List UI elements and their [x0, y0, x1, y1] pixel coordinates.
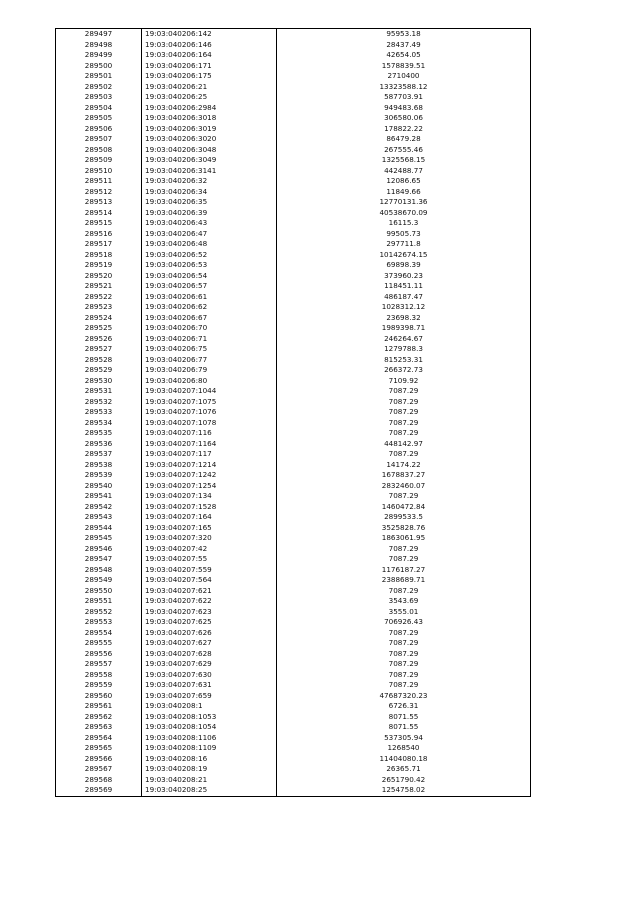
cadastral-value: 7087.29 — [277, 554, 531, 565]
cadastral-value: 246264.67 — [277, 334, 531, 345]
cadastral-number: 19:03:040207:116 — [142, 428, 277, 439]
cadastral-value: 7087.29 — [277, 544, 531, 555]
table-row — [56, 281, 531, 292]
cadastral-value: 7087.29 — [277, 397, 531, 408]
cadastral-number: 19:03:040206:3049 — [142, 155, 277, 166]
cadastral-number: 19:03:040206:3048 — [142, 145, 277, 156]
cadastral-value: 16115.3 — [277, 218, 531, 229]
row-number: 289497 — [56, 29, 142, 40]
table-row — [56, 376, 531, 387]
cadastral-number: 19:03:040207:320 — [142, 533, 277, 544]
row-number: 289541 — [56, 491, 142, 502]
cadastral-number: 19:03:040206:53 — [142, 260, 277, 271]
table-row — [56, 82, 531, 93]
cadastral-number: 19:03:040207:1254 — [142, 481, 277, 492]
cadastral-value: 2832460.07 — [277, 481, 531, 492]
table-row — [56, 292, 531, 303]
cadastral-number: 19:03:040206:146 — [142, 40, 277, 51]
cadastral-value: 1176187.27 — [277, 565, 531, 576]
table-row — [56, 302, 531, 313]
cadastral-number: 19:03:040206:35 — [142, 197, 277, 208]
cadastral-value: 1254758.02 — [277, 785, 531, 796]
cadastral-number: 19:03:040206:77 — [142, 355, 277, 366]
row-number: 289545 — [56, 533, 142, 544]
cadastral-number: 19:03:040207:134 — [142, 491, 277, 502]
cadastral-value: 13323588.12 — [277, 82, 531, 93]
cadastral-value: 1678837.27 — [277, 470, 531, 481]
row-number: 289567 — [56, 764, 142, 775]
table-row — [56, 250, 531, 261]
row-number: 289515 — [56, 218, 142, 229]
cadastral-value: 2388689.71 — [277, 575, 531, 586]
table-row — [56, 649, 531, 660]
cadastral-value: 1863061.95 — [277, 533, 531, 544]
cadastral-value: 8071.55 — [277, 712, 531, 723]
table-row — [56, 460, 531, 471]
table-row — [56, 607, 531, 618]
cadastral-number: 19:03:040206:171 — [142, 61, 277, 72]
row-number: 289517 — [56, 239, 142, 250]
cadastral-number: 19:03:040207:1242 — [142, 470, 277, 481]
cadastral-number: 19:03:040206:75 — [142, 344, 277, 355]
row-number: 289498 — [56, 40, 142, 51]
row-number: 289537 — [56, 449, 142, 460]
cadastral-number: 19:03:040208:19 — [142, 764, 277, 775]
row-number: 289559 — [56, 680, 142, 691]
table-row — [56, 481, 531, 492]
cadastral-number: 19:03:040207:559 — [142, 565, 277, 576]
row-number: 289539 — [56, 470, 142, 481]
cadastral-value: 7087.29 — [277, 418, 531, 429]
table-row — [56, 470, 531, 481]
cadastral-number: 19:03:040206:70 — [142, 323, 277, 334]
table-row — [56, 670, 531, 681]
row-number: 289502 — [56, 82, 142, 93]
cadastral-value: 7087.29 — [277, 680, 531, 691]
table-row — [56, 344, 531, 355]
cadastral-value: 7087.29 — [277, 386, 531, 397]
row-number: 289529 — [56, 365, 142, 376]
table-row — [56, 659, 531, 670]
row-number: 289528 — [56, 355, 142, 366]
table-row — [56, 502, 531, 513]
row-number: 289563 — [56, 722, 142, 733]
cadastral-value: 99505.73 — [277, 229, 531, 240]
cadastral-number: 19:03:040206:164 — [142, 50, 277, 61]
row-number: 289557 — [56, 659, 142, 670]
cadastral-number: 19:03:040207:630 — [142, 670, 277, 681]
cadastral-value: 14174.22 — [277, 460, 531, 471]
row-number: 289506 — [56, 124, 142, 135]
table-row — [56, 50, 531, 61]
row-number: 289520 — [56, 271, 142, 282]
cadastral-value: 949483.68 — [277, 103, 531, 114]
row-number: 289508 — [56, 145, 142, 156]
row-number: 289532 — [56, 397, 142, 408]
cadastral-value: 706926.43 — [277, 617, 531, 628]
row-number: 289514 — [56, 208, 142, 219]
row-number: 289560 — [56, 691, 142, 702]
row-number: 289499 — [56, 50, 142, 61]
row-number: 289554 — [56, 628, 142, 639]
row-number: 289535 — [56, 428, 142, 439]
cadastral-value: 118451.11 — [277, 281, 531, 292]
row-number: 289501 — [56, 71, 142, 82]
cadastral-value: 1325568.15 — [277, 155, 531, 166]
cadastral-value: 1268540 — [277, 743, 531, 754]
table-row — [56, 491, 531, 502]
cadastral-number: 19:03:040206:175 — [142, 71, 277, 82]
row-number: 289507 — [56, 134, 142, 145]
table-row — [56, 586, 531, 597]
cadastral-number: 19:03:040206:21 — [142, 82, 277, 93]
cadastral-number: 19:03:040207:564 — [142, 575, 277, 586]
row-number: 289533 — [56, 407, 142, 418]
cadastral-value: 3555.01 — [277, 607, 531, 618]
row-number: 289518 — [56, 250, 142, 261]
table-row — [56, 218, 531, 229]
cadastral-number: 19:03:040206:80 — [142, 376, 277, 387]
table-row — [56, 407, 531, 418]
cadastral-value: 537305.94 — [277, 733, 531, 744]
cadastral-number: 19:03:040208:16 — [142, 754, 277, 765]
table-row — [56, 323, 531, 334]
table-row — [56, 428, 531, 439]
row-number: 289542 — [56, 502, 142, 513]
row-number: 289530 — [56, 376, 142, 387]
cadastral-number: 19:03:040207:1164 — [142, 439, 277, 450]
table-row — [56, 103, 531, 114]
cadastral-number: 19:03:040206:67 — [142, 313, 277, 324]
table-row — [56, 439, 531, 450]
table-row — [56, 260, 531, 271]
cadastral-value: 7087.29 — [277, 449, 531, 460]
row-number: 289561 — [56, 701, 142, 712]
cadastral-value: 8071.55 — [277, 722, 531, 733]
table-row — [56, 334, 531, 345]
row-number: 289548 — [56, 565, 142, 576]
table-row — [56, 208, 531, 219]
cadastral-value: 7087.29 — [277, 659, 531, 670]
table-row — [56, 775, 531, 786]
cadastral-number: 19:03:040208:1054 — [142, 722, 277, 733]
cadastral-number: 19:03:040206:79 — [142, 365, 277, 376]
cadastral-value: 7087.29 — [277, 649, 531, 660]
row-number: 289565 — [56, 743, 142, 754]
cadastral-value: 297711.8 — [277, 239, 531, 250]
row-number: 289503 — [56, 92, 142, 103]
cadastral-number: 19:03:040206:43 — [142, 218, 277, 229]
cadastral-value: 178822.22 — [277, 124, 531, 135]
table-row — [56, 355, 531, 366]
cadastral-number: 19:03:040207:621 — [142, 586, 277, 597]
cadastral-number: 19:03:040207:117 — [142, 449, 277, 460]
table-row — [56, 313, 531, 324]
cadastral-value: 10142674.15 — [277, 250, 531, 261]
table-row — [56, 40, 531, 51]
row-number: 289510 — [56, 166, 142, 177]
row-number: 289549 — [56, 575, 142, 586]
table-row — [56, 449, 531, 460]
cadastral-number: 19:03:040207:629 — [142, 659, 277, 670]
row-number: 289512 — [56, 187, 142, 198]
table-row — [56, 187, 531, 198]
cadastral-value: 373960.23 — [277, 271, 531, 282]
cadastral-value: 1279788.3 — [277, 344, 531, 355]
cadastral-value: 442488.77 — [277, 166, 531, 177]
cadastral-value: 6726.31 — [277, 701, 531, 712]
cadastral-number: 19:03:040208:1053 — [142, 712, 277, 723]
cadastral-number: 19:03:040207:623 — [142, 607, 277, 618]
cadastral-number: 19:03:040206:3141 — [142, 166, 277, 177]
row-number: 289504 — [56, 103, 142, 114]
table-row — [56, 271, 531, 282]
cadastral-value: 306580.06 — [277, 113, 531, 124]
table-row — [56, 754, 531, 765]
cadastral-value: 12770131.36 — [277, 197, 531, 208]
row-number: 289551 — [56, 596, 142, 607]
cadastral-value: 26365.71 — [277, 764, 531, 775]
row-number: 289538 — [56, 460, 142, 471]
row-number: 289543 — [56, 512, 142, 523]
table-row — [56, 124, 531, 135]
cadastral-number: 19:03:040206:3019 — [142, 124, 277, 135]
cadastral-value: 7109.92 — [277, 376, 531, 387]
cadastral-value: 69898.39 — [277, 260, 531, 271]
cadastral-number: 19:03:040206:25 — [142, 92, 277, 103]
cadastral-number: 19:03:040206:48 — [142, 239, 277, 250]
cadastral-number: 19:03:040206:32 — [142, 176, 277, 187]
cadastral-number: 19:03:040207:1044 — [142, 386, 277, 397]
row-number: 289524 — [56, 313, 142, 324]
cadastral-number: 19:03:040207:628 — [142, 649, 277, 660]
cadastral-value: 1989398.71 — [277, 323, 531, 334]
row-number: 289540 — [56, 481, 142, 492]
row-number: 289513 — [56, 197, 142, 208]
cadastral-value: 7087.29 — [277, 670, 531, 681]
cadastral-value: 1028312.12 — [277, 302, 531, 313]
cadastral-value: 40538670.09 — [277, 208, 531, 219]
table-row — [56, 61, 531, 72]
row-number: 289505 — [56, 113, 142, 124]
row-number: 289531 — [56, 386, 142, 397]
cadastral-value: 28437.49 — [277, 40, 531, 51]
cadastral-value: 7087.29 — [277, 491, 531, 502]
cadastral-number: 19:03:040208:25 — [142, 785, 277, 796]
cadastral-value: 95953.18 — [277, 29, 531, 40]
cadastral-number: 19:03:040206:61 — [142, 292, 277, 303]
table-row — [56, 722, 531, 733]
table-row — [56, 785, 531, 796]
row-number: 289527 — [56, 344, 142, 355]
table-row — [56, 554, 531, 565]
table-row — [56, 680, 531, 691]
cadastral-value: 2710400 — [277, 71, 531, 82]
cadastral-value: 7087.29 — [277, 628, 531, 639]
row-number: 289556 — [56, 649, 142, 660]
cadastral-number: 19:03:040207:164 — [142, 512, 277, 523]
cadastral-number: 19:03:040207:1076 — [142, 407, 277, 418]
cadastral-value: 11849.66 — [277, 187, 531, 198]
cadastral-number: 19:03:040208:1106 — [142, 733, 277, 744]
cadastral-value: 86479.28 — [277, 134, 531, 145]
cadastral-number: 19:03:040207:1528 — [142, 502, 277, 513]
cadastral-number: 19:03:040206:34 — [142, 187, 277, 198]
cadastral-value: 815253.31 — [277, 355, 531, 366]
cadastral-number: 19:03:040207:1075 — [142, 397, 277, 408]
cadastral-number: 19:03:040207:659 — [142, 691, 277, 702]
cadastral-number: 19:03:040208:21 — [142, 775, 277, 786]
row-number: 289555 — [56, 638, 142, 649]
row-number: 289544 — [56, 523, 142, 534]
table-row — [56, 733, 531, 744]
table-row — [56, 533, 531, 544]
row-number: 289526 — [56, 334, 142, 345]
row-number: 289523 — [56, 302, 142, 313]
table-row — [56, 155, 531, 166]
row-number: 289550 — [56, 586, 142, 597]
row-number: 289564 — [56, 733, 142, 744]
table-row — [56, 628, 531, 639]
table-row — [56, 712, 531, 723]
table-row — [56, 386, 531, 397]
cadastral-number: 19:03:040207:42 — [142, 544, 277, 555]
cadastral-number: 19:03:040206:47 — [142, 229, 277, 240]
cadastral-value: 3543.69 — [277, 596, 531, 607]
cadastral-value: 11404080.18 — [277, 754, 531, 765]
row-number: 289522 — [56, 292, 142, 303]
table-row — [56, 638, 531, 649]
cadastral-number: 19:03:040207:1214 — [142, 460, 277, 471]
table-row — [56, 134, 531, 145]
cadastral-number: 19:03:040207:165 — [142, 523, 277, 534]
table-row — [56, 397, 531, 408]
row-number: 289521 — [56, 281, 142, 292]
cadastral-value: 47687320.23 — [277, 691, 531, 702]
table-row — [56, 575, 531, 586]
table-row — [56, 743, 531, 754]
row-number: 289568 — [56, 775, 142, 786]
table-row — [56, 166, 531, 177]
table-row — [56, 544, 531, 555]
cadastral-number: 19:03:040207:631 — [142, 680, 277, 691]
cadastral-value: 12086.65 — [277, 176, 531, 187]
cadastral-value: 7087.29 — [277, 638, 531, 649]
row-number: 289511 — [56, 176, 142, 187]
cadastral-number: 19:03:040206:39 — [142, 208, 277, 219]
cadastral-number: 19:03:040207:1078 — [142, 418, 277, 429]
row-number: 289519 — [56, 260, 142, 271]
table-row — [56, 145, 531, 156]
cadastral-value: 2899533.5 — [277, 512, 531, 523]
cadastral-number: 19:03:040206:142 — [142, 29, 277, 40]
cadastral-value: 3525828.76 — [277, 523, 531, 534]
table-row — [56, 418, 531, 429]
table-row — [56, 523, 531, 534]
row-number: 289509 — [56, 155, 142, 166]
cadastral-number: 19:03:040206:71 — [142, 334, 277, 345]
table-row — [56, 71, 531, 82]
table-row — [56, 197, 531, 208]
cadastral-value: 2651790.42 — [277, 775, 531, 786]
row-number: 289547 — [56, 554, 142, 565]
cadastral-number: 19:03:040207:55 — [142, 554, 277, 565]
cadastral-value: 266372.73 — [277, 365, 531, 376]
cadastral-value: 42654.05 — [277, 50, 531, 61]
table-row — [56, 565, 531, 576]
table-row — [56, 92, 531, 103]
cadastral-value: 23698.32 — [277, 313, 531, 324]
row-number: 289569 — [56, 785, 142, 796]
cadastral-number: 19:03:040206:62 — [142, 302, 277, 313]
table-body — [56, 29, 531, 797]
cadastral-number: 19:03:040207:627 — [142, 638, 277, 649]
cadastral-value: 7087.29 — [277, 407, 531, 418]
cadastral-value-table — [55, 28, 531, 797]
cadastral-value: 486187.47 — [277, 292, 531, 303]
row-number: 289516 — [56, 229, 142, 240]
cadastral-value: 7087.29 — [277, 586, 531, 597]
row-number: 289553 — [56, 617, 142, 628]
table-row — [56, 239, 531, 250]
cadastral-number: 19:03:040207:626 — [142, 628, 277, 639]
row-number: 289566 — [56, 754, 142, 765]
cadastral-number: 19:03:040207:625 — [142, 617, 277, 628]
cadastral-number: 19:03:040206:54 — [142, 271, 277, 282]
table-row — [56, 365, 531, 376]
cadastral-number: 19:03:040208:1109 — [142, 743, 277, 754]
cadastral-number: 19:03:040206:52 — [142, 250, 277, 261]
row-number: 289525 — [56, 323, 142, 334]
row-number: 289552 — [56, 607, 142, 618]
row-number: 289536 — [56, 439, 142, 450]
row-number: 289534 — [56, 418, 142, 429]
cadastral-value: 448142.97 — [277, 439, 531, 450]
row-number: 289546 — [56, 544, 142, 555]
cadastral-value: 7087.29 — [277, 428, 531, 439]
table-row — [56, 596, 531, 607]
cadastral-number: 19:03:040206:3020 — [142, 134, 277, 145]
table-row — [56, 701, 531, 712]
row-number: 289558 — [56, 670, 142, 681]
table-row — [56, 176, 531, 187]
cadastral-number: 19:03:040206:57 — [142, 281, 277, 292]
table-row — [56, 512, 531, 523]
cadastral-value: 267555.46 — [277, 145, 531, 156]
table-row — [56, 764, 531, 775]
row-number: 289562 — [56, 712, 142, 723]
cadastral-value: 587703.91 — [277, 92, 531, 103]
table-row — [56, 113, 531, 124]
table-row — [56, 617, 531, 628]
cadastral-number: 19:03:040208:1 — [142, 701, 277, 712]
table-row — [56, 691, 531, 702]
cadastral-number: 19:03:040206:3018 — [142, 113, 277, 124]
cadastral-value: 1578839.51 — [277, 61, 531, 72]
row-number: 289500 — [56, 61, 142, 72]
cadastral-number: 19:03:040207:622 — [142, 596, 277, 607]
cadastral-value: 1460472.84 — [277, 502, 531, 513]
table-row — [56, 29, 531, 40]
cadastral-number: 19:03:040206:2984 — [142, 103, 277, 114]
table-row — [56, 229, 531, 240]
